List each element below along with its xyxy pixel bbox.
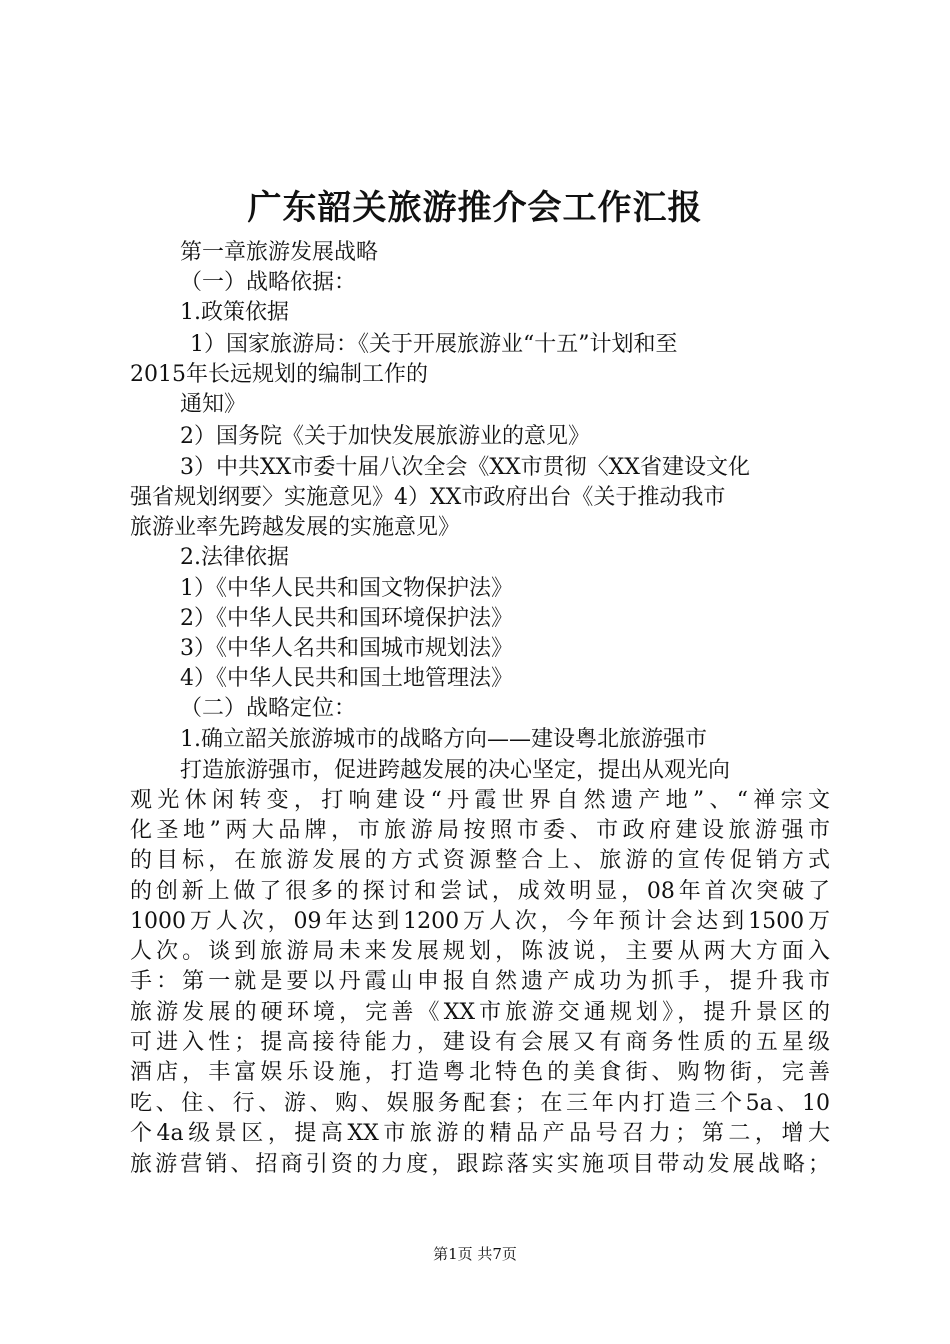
text-line: 强省规划纲要〉实施意见》4）XX市政府出台《关于推动我市 [130, 485, 726, 510]
text-line: 旅游业率先跨越发展的实施意见》 [130, 515, 461, 540]
text-line: 通知》 [180, 392, 247, 417]
text-line: 手：第一就是要以丹霞山申报自然遗产成功为抓手，提升我市 [130, 969, 830, 994]
text-line: 打造旅游强市，促进跨越发展的决心坚定，提出从观光向 [180, 758, 731, 783]
subsection-heading: 1.政策依据 [180, 300, 289, 325]
text-line: 个4a级景区，提高XX市旅游的精品产品号召力；第二，增大 [130, 1121, 830, 1146]
text-line: 的创新上做了很多的探讨和尝试，成效明显，08年首次突破了 [130, 879, 830, 904]
text-line: 酒店，丰富娱乐设施，打造粤北特色的美食街、购物街，完善 [130, 1060, 830, 1085]
chapter-heading: 第一章旅游发展战略 [180, 240, 379, 265]
list-item: 2）《中华人民共和国环境保护法》 [180, 606, 513, 631]
list-item: 4）《中华人民共和国土地管理法》 [180, 666, 513, 691]
text-line: 1000万人次，09年达到1200万人次，今年预计会达到1500万 [130, 909, 830, 934]
subsection-heading: 1.确立韶关旅游城市的战略方向——建设粤北旅游强市 [180, 727, 707, 752]
list-item: 1）《中华人民共和国文物保护法》 [180, 576, 513, 601]
page-footer: 第1页 共7页 [433, 1245, 517, 1263]
list-item: 3）《中华人名共和国城市规划法》 [180, 636, 513, 661]
section-heading: （二）战略定位： [180, 696, 357, 721]
text-line: 1）国家旅游局：《关于开展旅游业“十五”计划和至 [190, 332, 678, 357]
text-line: 人次。谈到旅游局未来发展规划，陈波说，主要从两大方面入 [130, 939, 830, 964]
text-line: 3）中共XX市委十届八次全会《XX市贯彻〈XX省建设文化 [180, 455, 750, 480]
text-line: 观光休闲转变，打响建设“丹霞世界自然遗产地”、“禅宗文 [130, 788, 830, 813]
text-line: 旅游发展的硬环境，完善《XX市旅游交通规划》，提升景区的 [130, 1000, 830, 1025]
section-heading: （一）战略依据： [180, 270, 357, 295]
text-line: 2）国务院《关于加快发展旅游业的意见》 [180, 424, 590, 449]
document-title: 广东韶关旅游推介会工作汇报 [247, 188, 703, 228]
text-line: 2015年长远规划的编制工作的 [130, 362, 428, 387]
subsection-heading: 2.法律依据 [180, 545, 289, 570]
text-line: 的目标，在旅游发展的方式资源整合上、旅游的宣传促销方式 [130, 848, 830, 873]
text-line: 旅游营销、招商引资的力度，跟踪落实实施项目带动发展战略； [130, 1152, 830, 1177]
text-line: 可进入性；提高接待能力，建设有会展又有商务性质的五星级 [130, 1030, 830, 1055]
text-line: 化圣地”两大品牌，市旅游局按照市委、市政府建设旅游强市 [130, 818, 830, 843]
text-line: 吃、住、行、游、购、娱服务配套；在三年内打造三个5a、10 [130, 1091, 830, 1116]
